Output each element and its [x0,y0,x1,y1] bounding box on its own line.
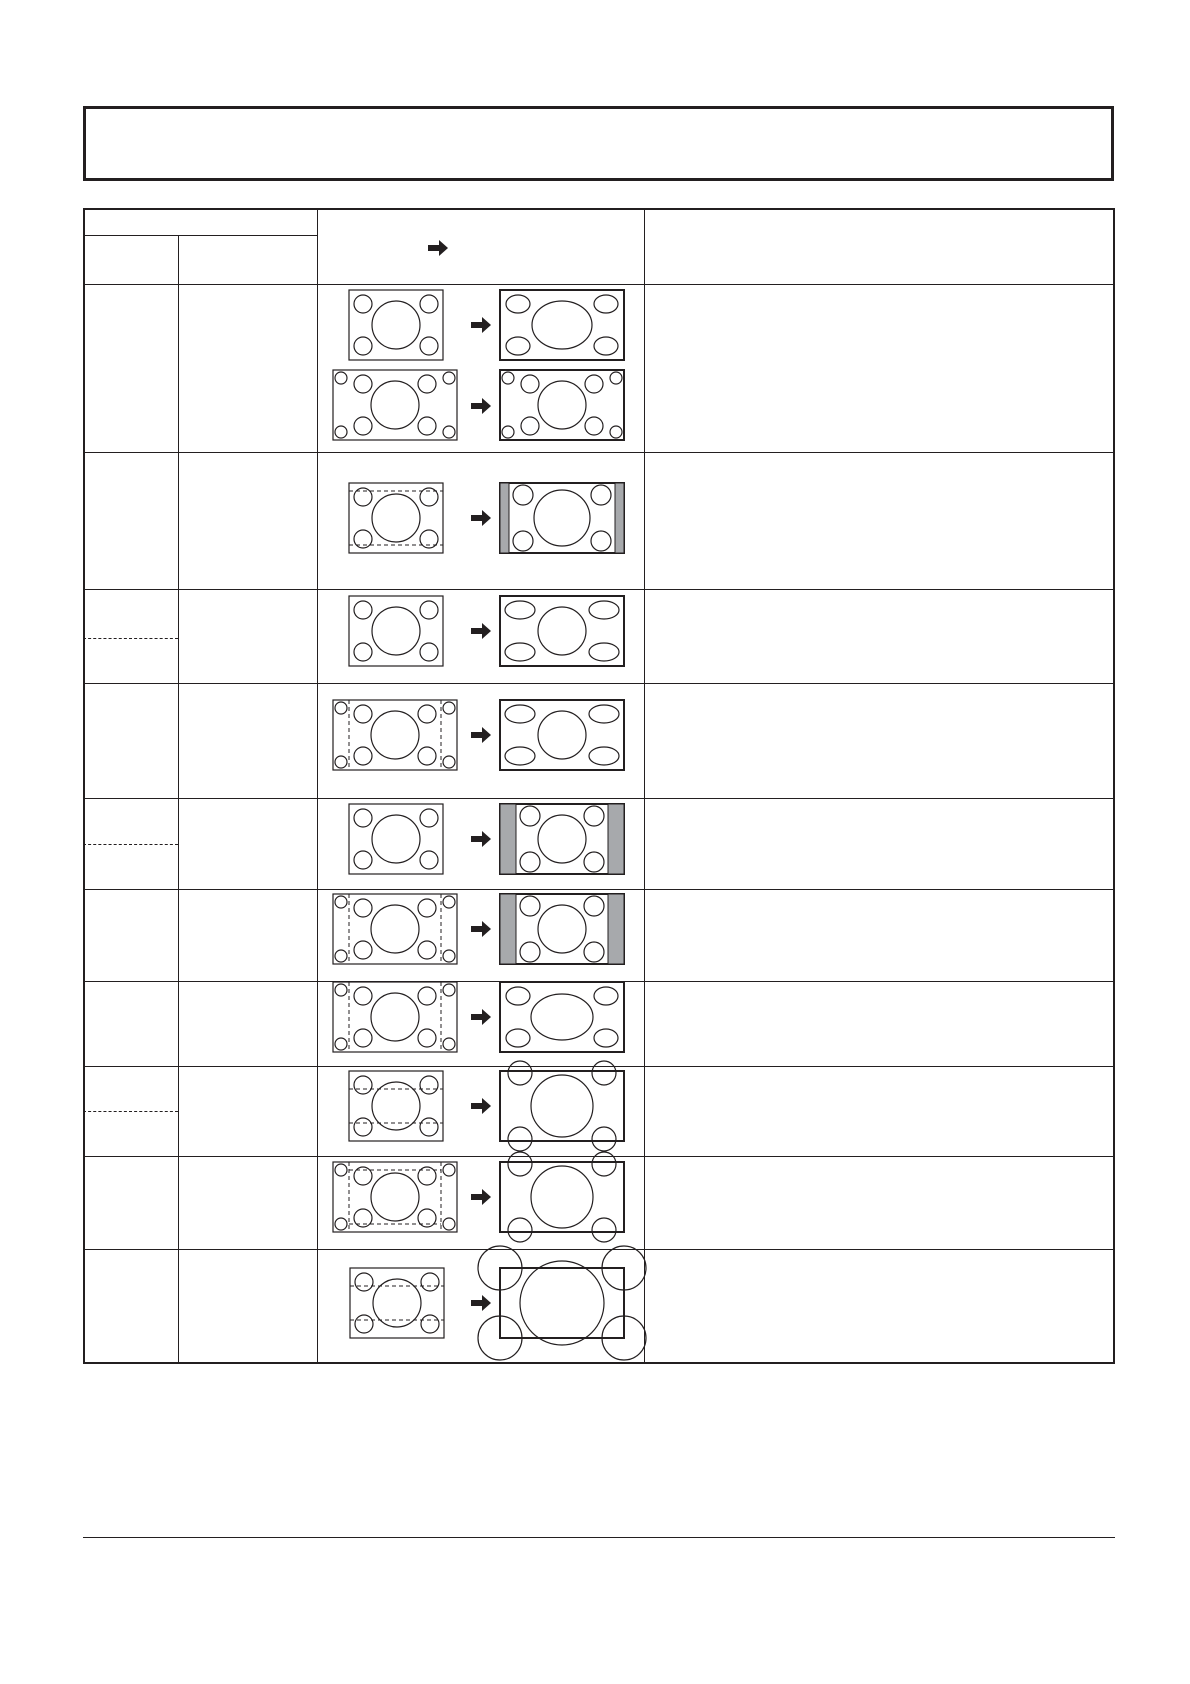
aspect-conversion-diagram [350,1246,646,1360]
aspect-conversion-diagram [349,483,624,553]
aspect-conversion-diagram [349,596,624,666]
footer-rule [83,1537,1115,1538]
aspect-conversion-diagram [349,1061,624,1151]
aspect-conversion-diagram [333,982,624,1052]
aspect-conversion-diagram [333,894,624,964]
aspect-conversion-diagram [333,700,624,770]
aspect-conversion-diagram [349,804,624,874]
aspect-conversion-diagram [333,290,624,440]
aspect-conversion-diagram [333,1152,624,1242]
